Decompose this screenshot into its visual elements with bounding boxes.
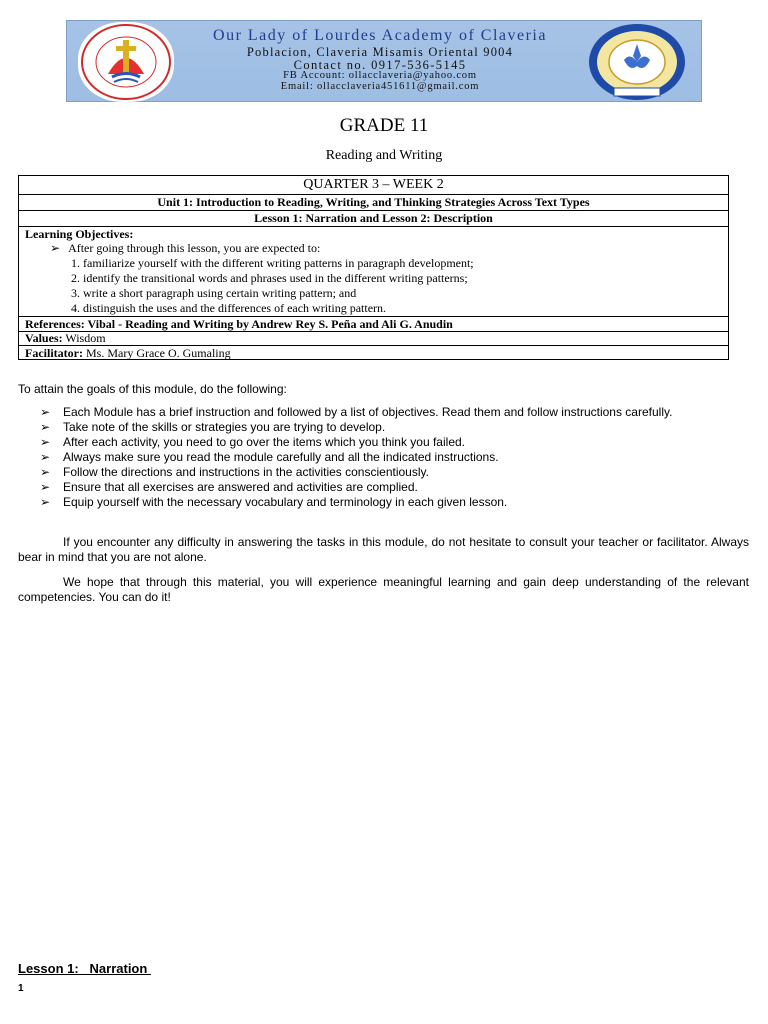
grade-title: GRADE 11 <box>339 115 429 136</box>
paragraph-consult: If you encounter any difficulty in answering the tasks in this module, do not hesitate to consult your teacher or facilitator. Always bear in mind that you are not alone. <box>18 535 749 564</box>
school-email: Email: ollacclaveria451611@gmail.com <box>280 81 480 92</box>
facilitator-label: Facilitator: <box>25 346 83 360</box>
objective-item: 1. familiarize yourself with the different writing patterns in paragraph development; <box>71 256 474 270</box>
list-item: ➢ Follow the directions and instructions in the activities conscientiously. <box>40 465 429 479</box>
objectives-intro <box>50 241 320 256</box>
list-item: ➢ Equip yourself with the necessary vocabulary and terminology in each given lesson. <box>40 495 508 509</box>
facilitator-row <box>18 345 729 360</box>
list-item: ➢ Ensure that all exercises are answered and activities are complied. <box>40 480 418 494</box>
references-row <box>18 316 729 331</box>
arrow-bullet-icon: ➢ <box>40 495 51 509</box>
subject-title: Reading and Writing <box>325 148 443 163</box>
school-fb-account: FB Account: ollacclaveria@yahoo.com <box>283 70 477 81</box>
arrow-bullet-icon: ➢ <box>40 420 51 434</box>
school-name: Our Lady of Lourdes Academy of Claveria <box>213 27 547 44</box>
arrow-bullet-icon: ➢ <box>40 405 51 419</box>
instructions-list <box>40 405 748 510</box>
instructions-intro: To attain the goals of this module, do the following: <box>18 382 287 396</box>
lesson-heading: Lesson 1: Narration <box>18 961 151 976</box>
school-contact: Contact no. 0917-536-5145 <box>293 58 467 72</box>
list-item: ➢ Each Module has a brief instruction and followed by a list of objectives. Read them and follow instructions carefully. <box>40 405 673 419</box>
arrow-bullet-icon: ➢ <box>40 450 51 464</box>
objective-item: 3. write a short paragraph using certain writing pattern; and <box>71 286 357 300</box>
arrow-bullet-icon: ➢ <box>40 480 51 494</box>
objectives-row <box>18 226 729 316</box>
list-item: ➢ Take note of the skills or strategies you are trying to develop. <box>40 420 386 434</box>
values-label: Values: <box>25 331 63 345</box>
list-item: ➢ After each activity, you need to go over the items which you think you failed. <box>40 435 465 449</box>
values-value: Wisdom <box>65 331 106 345</box>
unit-row: Unit 1: Introduction to Reading, Writing, and Thinking Strategies Across Text Types <box>18 194 729 210</box>
quarter-row: QUARTER 3 – WEEK 2 <box>18 175 729 194</box>
objectives-heading: Learning Objectives: <box>25 227 134 241</box>
objective-item: 2. identify the transitional words and phrases used in the different writing patterns; <box>71 271 468 285</box>
school-seal-icon <box>584 22 690 102</box>
paragraph-encouragement: We hope that through this material, you will experience meaningful learning and gain deep understanding of the relevant competencies. You can do it! <box>18 575 749 604</box>
arrow-bullet-icon: ➢ <box>50 241 61 255</box>
values-row <box>18 331 729 345</box>
page-number: 1 <box>18 983 24 994</box>
school-address: Poblacion, Claveria Misamis Oriental 9004 <box>246 45 514 59</box>
arrow-bullet-icon: ➢ <box>40 465 51 479</box>
lesson-row: Lesson 1: Narration and Lesson 2: Description <box>18 210 729 226</box>
archdiocesan-schools-seal-icon <box>78 22 174 102</box>
references-text: References: Vibal - Reading and Writing by Andrew Rey S. Peña and Ali G. Anudin <box>25 317 453 331</box>
facilitator-value: Ms. Mary Grace O. Gumaling <box>85 346 231 360</box>
list-item: ➢ Always make sure you read the module carefully and all the indicated instructions. <box>40 450 499 464</box>
objectives-intro-text: After going through this lesson, you are expected to: <box>68 241 321 255</box>
arrow-bullet-icon: ➢ <box>40 435 51 449</box>
objective-item: 4. distinguish the uses and the differences of each writing pattern. <box>71 301 387 315</box>
